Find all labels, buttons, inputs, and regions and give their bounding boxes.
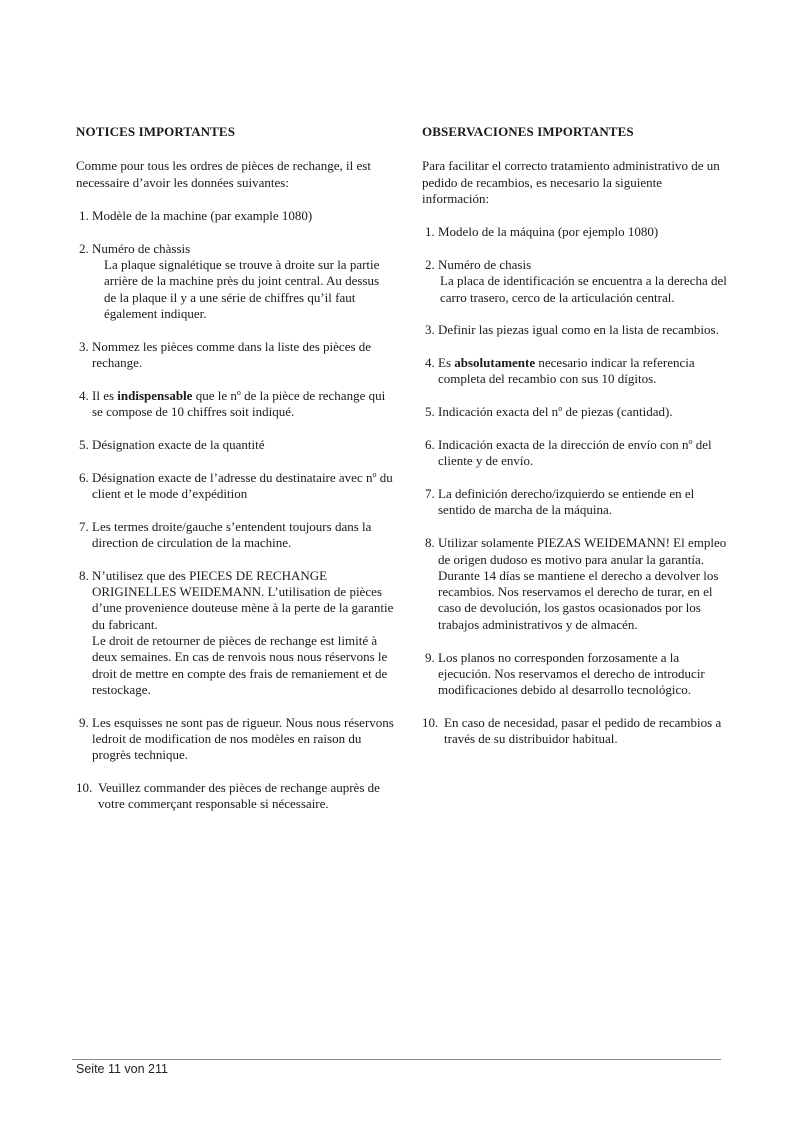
list-item (422, 257, 732, 306)
item-text-post: de piezas (cantidad). (562, 404, 673, 420)
footer-divider (72, 1059, 721, 1060)
page-number: Seite 11 von 211 (76, 1062, 168, 1076)
item-number: 1. (79, 207, 89, 223)
left-intro: Comme pour tous les ordres de pièces de rechange, il est necessaire d’avoir les données suivantes: (76, 158, 371, 190)
item-text: En caso de necesidad, pasar el pedido de recambios a través de su distribuidor habitual. (444, 714, 722, 747)
list-item (76, 388, 394, 421)
list-item (76, 470, 394, 503)
item-text: Modelo de la máquina (por ejemplo 1080) (438, 224, 659, 240)
list-item (76, 568, 394, 698)
item-text-sup: o (236, 387, 241, 397)
item-text-pre: Indicación exacta de la dirección de envío con n (438, 437, 689, 453)
item-number: 8. (79, 567, 89, 583)
item-number: 6. (425, 437, 435, 453)
item-text-bold: absolutamente (454, 355, 536, 371)
item-text-pre: Désignation exacte de l’adresse du destinataire avec n (92, 469, 373, 485)
list-item (76, 241, 394, 322)
item-number: 7. (425, 486, 435, 502)
item-number: 6. (79, 469, 89, 485)
item-text-post: de la pièce de rechange qui se compose de 10 chiffres soit indiqué. (92, 387, 386, 420)
item-text-pre: Es (438, 355, 455, 371)
item-text-mid: que le n (192, 387, 237, 403)
item-text: Definir las piezas igual como en la lista de recambios. (438, 322, 719, 338)
item-number: 9. (425, 649, 435, 665)
item-number: 5. (79, 436, 89, 452)
right-heading: OBSERVACIONES IMPORTANTES (422, 124, 634, 139)
item-text: La plaque signalétique se trouve à droite sur la partie arrière de la machine près du joint central. Au dessus de la plaque il y a une série de chiffres qu’il faut également indiquer. (104, 256, 380, 321)
right-intro: Para facilitar el correcto tratamiento administrativo de un pedido de recambios, es necesario la siguiente información: (422, 158, 720, 206)
item-text: Modèle de la machine (par example 1080) (92, 207, 313, 223)
item-title: Numéro de chàssis (92, 240, 191, 256)
item-text: Los planos no corresponden forzosamente a la ejecución. Nos reservamos el derecho de introducir modificaciones debido al desarrollo tecnológico. (438, 649, 705, 698)
item-number: 9. (79, 714, 89, 730)
list-item (76, 780, 394, 813)
list-item (422, 650, 732, 699)
list-item (422, 322, 732, 338)
item-text-post: necesario indicar la referencia completa del recambio con sus 10 dígitos. (438, 355, 695, 387)
item-text-sup: o (558, 404, 563, 414)
item-text-sup: o (688, 437, 693, 447)
list-item (422, 355, 732, 388)
left-heading: NOTICES IMPORTANTES (76, 124, 236, 139)
list-item (76, 437, 394, 453)
item-title: Numéro de chasis (438, 256, 532, 272)
list-item (422, 437, 732, 470)
item-text: Désignation exacte de la quantité (92, 436, 265, 452)
item-text-post: del cliente y de envío. (438, 437, 712, 469)
item-text: La definición derecho/izquierdo se entiende en el sentido de marcha de la máquina. (438, 486, 695, 518)
item-number: 5. (425, 404, 435, 420)
item-number: 3. (425, 322, 435, 338)
list-item (422, 224, 732, 240)
item-text-bold: indispensable (117, 387, 193, 403)
item-text: Veuillez commander des pièces de rechange auprès de votre commerçant responsable si nécessaire. (98, 780, 380, 812)
list-item (422, 715, 732, 748)
item-text: Les esquisses ne sont pas de rigueur. Nous nous réservons ledroit de modification de nos modèles en raison du progrès technique. (92, 714, 394, 763)
item-text: Les termes droite/gauche s’entendent toujours dans la direction de circulation de la machine. (92, 518, 372, 551)
item-number: 2. (425, 256, 435, 272)
list-item (422, 486, 732, 519)
item-number: 8. (425, 535, 435, 551)
right-column (422, 124, 732, 764)
item-number: 2. (79, 240, 89, 256)
item-number: 3. (79, 338, 89, 354)
item-number: 7. (79, 518, 89, 534)
list-item (422, 404, 732, 420)
list-item (422, 535, 732, 633)
item-text-pre: Il es (92, 387, 118, 403)
item-text: Nommez les pièces comme dans la liste des pièces de rechange. (92, 338, 372, 370)
item-text-pre: Indicación exacta del n (438, 404, 559, 420)
list-item (76, 715, 394, 764)
item-number: 10. (422, 714, 439, 730)
item-number: 10. (76, 780, 93, 796)
item-text: La placa de identificación se encuentra a la derecha del carro trasero, cerco de la articulación central. (440, 273, 727, 305)
list-item (76, 208, 394, 224)
item-text-2: Le droit de retourner de pièces de rechange est limité à deux semaines. En cas de renvois nous nous réservons le droit de mettre en compte des frais de remaniement et de restockage. (92, 633, 388, 697)
item-text-post: du client et le mode d’expédition (92, 469, 393, 501)
item-text-2: Durante 14 días se mantiene el derecho a devolver los recambios. Nos reservamos el derecho de turar, en el caso de devolución, los gastos ocasionados por los trabajos administrativos y de almacén. (438, 567, 719, 632)
item-number: 1. (425, 224, 435, 240)
list-item (76, 519, 394, 552)
item-text: N’utilisez que des PIECES DE RECHANGE ORIGINELLES WEIDEMANN. L’utilisation de pièces d’une provenience douteuse mène à la perte de la garantie du fabricant. (92, 567, 394, 632)
item-text: Utilizar solamente PIEZAS WEIDEMANN! El empleo de origen dudoso es motivo para anular la garantía. (438, 535, 727, 567)
left-column (76, 124, 394, 829)
item-number: 4. (79, 387, 89, 403)
item-number: 4. (425, 355, 435, 371)
list-item (76, 339, 394, 372)
item-text-sup: o (372, 469, 377, 479)
